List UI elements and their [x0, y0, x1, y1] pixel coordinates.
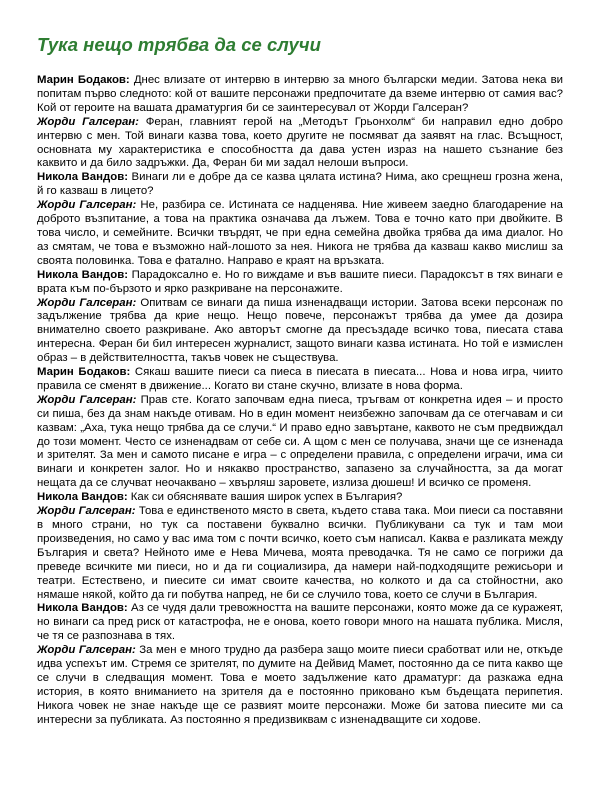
interview-entry [37, 505, 563, 602]
entry-text: Аз се чудя дали тревожността на вашите персонажи, която може да се куражеят, но винаги са пред риск от катастрофа, не е онова, което говори много на нашата публика. Мисля, че тя се разпознава в тях. [37, 602, 563, 643]
entry-text: За мен е много трудно да разбера защо моите пиеси сработват или не, откъде идва успехът им. Стремя се зрителят, по думите на Дейвид Мамет, постоянно да се пита какво ще се случи в следващия момент. Това е моето задължение като драматург: да разкажа една история, в която вниманието на зрителя да е постоянно приковано към бъдещата перипетия. Никога човек не знае накъде ще се развият моите персонажи. Може би затова пиесите ми са интересни за публиката. Аз постоянно я предизвиквам с изненадващите си ходове. [37, 644, 563, 726]
entry-text: Феран, главният герой на „Методът Грьонхолм“ би направил едно добро интервю с мен. Той винаги казва това, което другите не посмяват да заявят на глас. Всъщност, основната му характеристика е способността да дава устен израз на нашето съзнание без каквито и да било задръжки. Да, Феран би ми задал нелоши въпроси. [37, 115, 563, 170]
entry-text: Днес влизате от интервю в интервю за много български медии. Затова нека ви попитам първо следното: кой от вашите персонажи предпочитате да вземе интервю от самия вас? Кой от героите на вашата драматургия би се заинтересувал от Жорди Галсеран? [37, 74, 563, 114]
entry-text: Прав сте. Когато започвам една пиеса, тръгвам от конкретна идея – и просто си пиша, без да знам накъде отивам. Но в един момент неизбежно започвам да се отегчавам и си казвам: „Аха, тука нещо трябва да се случи.“ И право едно завъртане, каквото не съм предвиждал до този момент. Често се изненадвам от себе си. А щом с мен се получава, значи ще се изненада и зрителят. За мен и самото писане е игра – с определени правила, с определени играчи, има си винаги и конкретен залог. Но и някакво пространство, запазено за случайността, за да могат нещата да се случват неочаквано – хвърляш заровете, излиза дюшеш! И всичко се променя. [37, 393, 563, 490]
speaker-name: Никола Вандов: [37, 171, 128, 184]
interview-entry [37, 644, 563, 727]
entry-text: Това е единственото място в света, където става така. Мои пиеси са поставяни в много страни, но тук са поставени буквално всички. Публикувани са тук и там мои произведения, но само у вас има том с почти всичко, което съм написал. Каква е разликата между България и света? Нейното име е Нева Мичева, моята преводачка. Тя не само се погрижи да преведе всичките ми пиеси, но и да ги социализира, да намери най-подходящите режисьори и театри. Естествено, и пиесите си имат своите качества, но колкото и да са стойностни, ако нямаше някой, който да ги побутва напред, не би се случило това, което се случи в България. [37, 505, 563, 601]
interview-entry [37, 297, 563, 367]
interview-entry [37, 491, 563, 505]
interview-entry [37, 366, 563, 394]
entry-text: Парадоксално е. Но го виждаме и във вашите пиеси. Парадоксът в тях винаги е врата към по-бързото и ярко разкриване на персонажите. [37, 268, 563, 295]
entry-text: Как си обяснявате вашия широк успех в България? [130, 491, 403, 504]
speaker-name: Никола Вандов: [37, 491, 128, 504]
interview-entry [37, 74, 563, 116]
speaker-name: Жорди Галсеран: [37, 199, 137, 212]
interview-entry [37, 394, 563, 491]
interview-entry [37, 116, 563, 172]
speaker-name: Жорди Галсеран: [37, 115, 139, 128]
speaker-name: Марин Бодаков: [37, 74, 130, 86]
entry-text: Винаги ли е добре да се казва цялата истина? Нима, ако срещнеш грозна жена, й го казваш в лицето? [37, 171, 563, 198]
speaker-name: Никола Вандов: [37, 268, 129, 281]
speaker-name: Жорди Галсеран: [37, 505, 136, 518]
article-page [37, 34, 563, 728]
speaker-name: Марин Бодаков: [37, 366, 131, 379]
speaker-name: Жорди Галсеран: [37, 296, 137, 309]
interview-entry [37, 171, 563, 199]
interview-entry [37, 199, 563, 269]
interview-transcript [37, 74, 563, 728]
speaker-name: Жорди Галсеран: [37, 644, 136, 657]
interview-entry [37, 602, 563, 644]
speaker-name: Никола Вандов: [37, 602, 128, 615]
article-title: Тука нещо трябва да се случи [37, 34, 321, 55]
interview-entry [37, 269, 563, 297]
speaker-name: Жорди Галсеран: [37, 393, 137, 406]
entry-text: Сякаш вашите пиеси са пиеса в пиесата в пиесата... Нова и нова игра, чиито правила се сменят в движение... Когато ви стане скучно, влизате в нова форма. [37, 366, 563, 392]
entry-text: Опитвам се винаги да пиша изненадващи истории. Затова всеки персонаж по задължение трябва да крие нещо. Нещо повече, персонажът трябва да умее да дозира внимателно своето разкриване. Ако авторът смогне да пресъздаде всичко това, пиесата става интересна. Феран би бил интересен журналист, защото винаги казва истината. Но той е измислен образ – в действителността, такъв човек не съществува. [37, 296, 563, 365]
entry-text: Не, разбира се. Истината се надценява. Ние живеем заедно благодарение на доброто възпитание, а това на практика означава да лъжем. Това е точно като при двойките. В това число, и семейните. Всички твърдят, че при една семейна двойка трябва да има диалог. Но аз смятам, че това е възможно най-лошото за нея. Никога не трябва да казваш какво мислиш за своята половинка. Това е фатално. Направо е краят на връзката. [37, 199, 563, 267]
